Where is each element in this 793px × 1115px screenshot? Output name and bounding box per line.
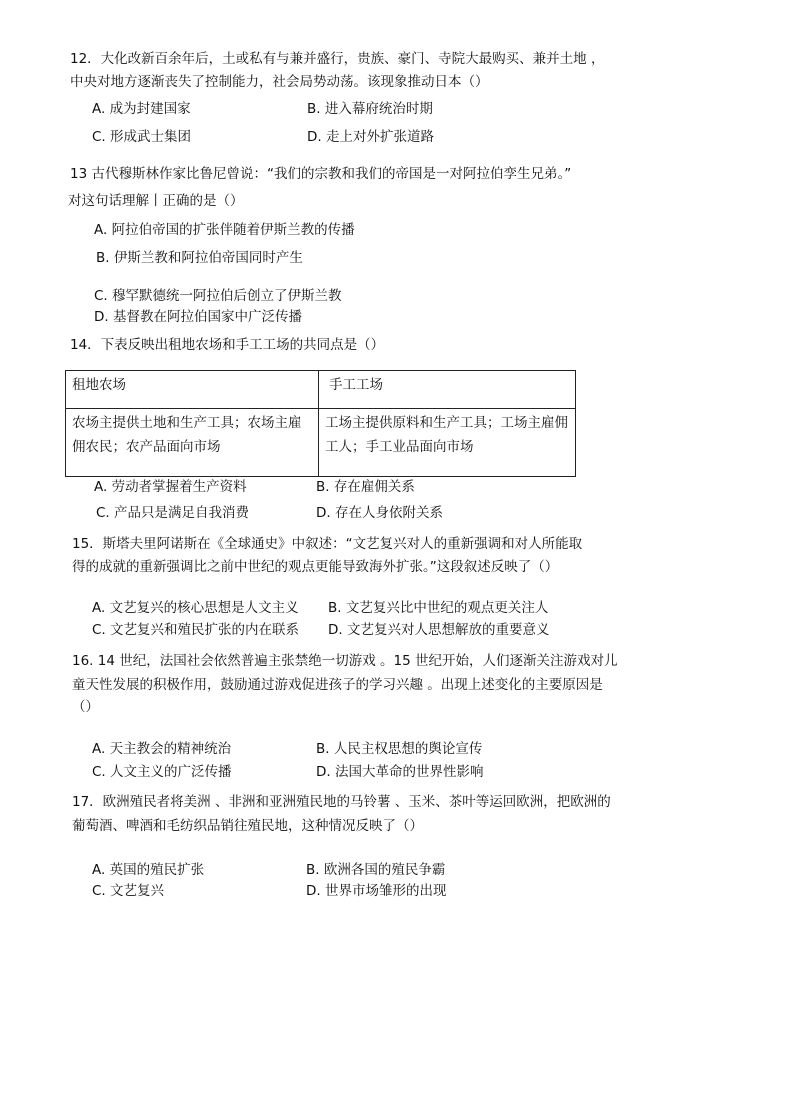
q12-stem-line-2: 中央对地方逐渐丧失了控制能力，社会局势动荡。该现象推动日本（） xyxy=(70,74,489,90)
q17-option-d: D. 世界市场雏形的出现 xyxy=(306,883,447,899)
q17-stem-line-1: 17．欧洲殖民者将美洲 、非洲和亚洲殖民地的马铃薯 、玉米、茶叶等运回欧洲，把欧洲的 xyxy=(72,794,611,810)
q17-option-c: C. 文艺复兴 xyxy=(92,883,165,899)
q16-option-a: A. 天主教会的精神统治 xyxy=(92,741,232,757)
q12-option-b: B. 进入幕府统治时期 xyxy=(307,101,433,117)
table-cell-farm: 农场主提供土地和生产工具；农场主雇佣农民；农产品面向市场 xyxy=(66,409,319,477)
q16-option-b: B. 人民主权思想的舆论宣传 xyxy=(316,741,483,757)
q12-option-d: D. 走上对外扩张道路 xyxy=(307,129,434,145)
table-header-workshop: 手工工场 xyxy=(319,371,576,409)
q13-option-a: A. 阿拉伯帝国的扩张伴随着伊斯兰教的传播 xyxy=(94,222,355,238)
q14-option-d: D. 存在人身依附关系 xyxy=(316,505,443,521)
q14-option-b: B. 存在雇佣关系 xyxy=(316,479,415,495)
q15-option-a: A. 文艺复兴的核心思想是人文主义 xyxy=(92,600,299,616)
table-header-farm: 租地农场 xyxy=(66,371,319,409)
q12-stem-line-1: 12．大化改新百余年后，土或私有与兼并盛行，贵族、豪门、寺院大最购买、兼并土地 ， xyxy=(70,51,605,67)
q17-option-a: A. 英国的殖民扩张 xyxy=(92,862,205,878)
q14-comparison-table xyxy=(65,370,576,477)
q12-option-c: C. 形成武士集团 xyxy=(92,129,192,145)
q13-option-d: D. 基督教在阿拉伯国家中广泛传播 xyxy=(94,309,302,325)
q16-stem-line-1: 16. 14 世纪，法国社会依然普遍主张禁绝一切游戏 。15 世纪开始，人们逐渐关注游戏对儿 xyxy=(72,653,618,669)
q14-option-c: C. 产品只是满足自我消费 xyxy=(96,505,250,521)
q12-option-a: A. 成为封建国家 xyxy=(92,101,191,117)
q13-option-c: C. 穆罕默德统一阿拉伯后创立了伊斯兰教 xyxy=(94,288,342,304)
q16-stem-line-2: 童天性发展的积极作用，鼓励通过游戏促进孩子的学习兴趣 。出现上述变化的主要原因是 xyxy=(72,677,603,693)
q16-stem-line-3: （） xyxy=(72,699,99,715)
q15-option-b: B. 文艺复兴比中世纪的观点更关注人 xyxy=(328,600,549,616)
q16-option-c: C. 人文主义的广泛传播 xyxy=(92,764,232,780)
q13-stem-line-2: 对这句话理解丨正确的是（） xyxy=(68,193,244,209)
q13-option-b: B. 伊斯兰教和阿拉伯帝国同时产生 xyxy=(96,250,303,266)
q15-stem-line-2: 得的成就的重新强调比之前中世纪的观点更能导致海外扩张。”这段叙述反映了（） xyxy=(72,559,559,575)
q13-stem-line-1: 13 古代穆斯林作家比鲁尼曾说：“我们的宗教和我们的帝国是一对阿拉伯孪生兄弟。” xyxy=(70,166,572,182)
q17-option-b: B. 欧洲各国的殖民争霸 xyxy=(306,862,446,878)
q17-stem-line-2: 葡萄酒、啤酒和毛纺织品销往殖民地，这种情况反映了（） xyxy=(72,818,423,834)
table-cell-workshop: 工场主提供原料和生产工具；工场主雇佣工人；手工业品面向市场 xyxy=(319,409,576,477)
q16-option-d: D. 法国大革命的世界性影响 xyxy=(316,764,484,780)
q14-option-a: A. 劳动者掌握着生产资料 xyxy=(94,479,247,495)
q15-stem-line-1: 15．斯塔夫里阿诺斯在《全球通史》中叙述：“文艺复兴对人的重新强调和对人所能取 xyxy=(72,536,583,552)
q15-option-d: D. 文艺复兴对人思想解放的重要意义 xyxy=(328,622,550,638)
q14-stem-line-1: 14．下表反映出租地农场和手工工场的共同点是（） xyxy=(70,337,385,353)
q15-option-c: C. 文艺复兴和殖民扩张的内在联系 xyxy=(92,622,300,638)
